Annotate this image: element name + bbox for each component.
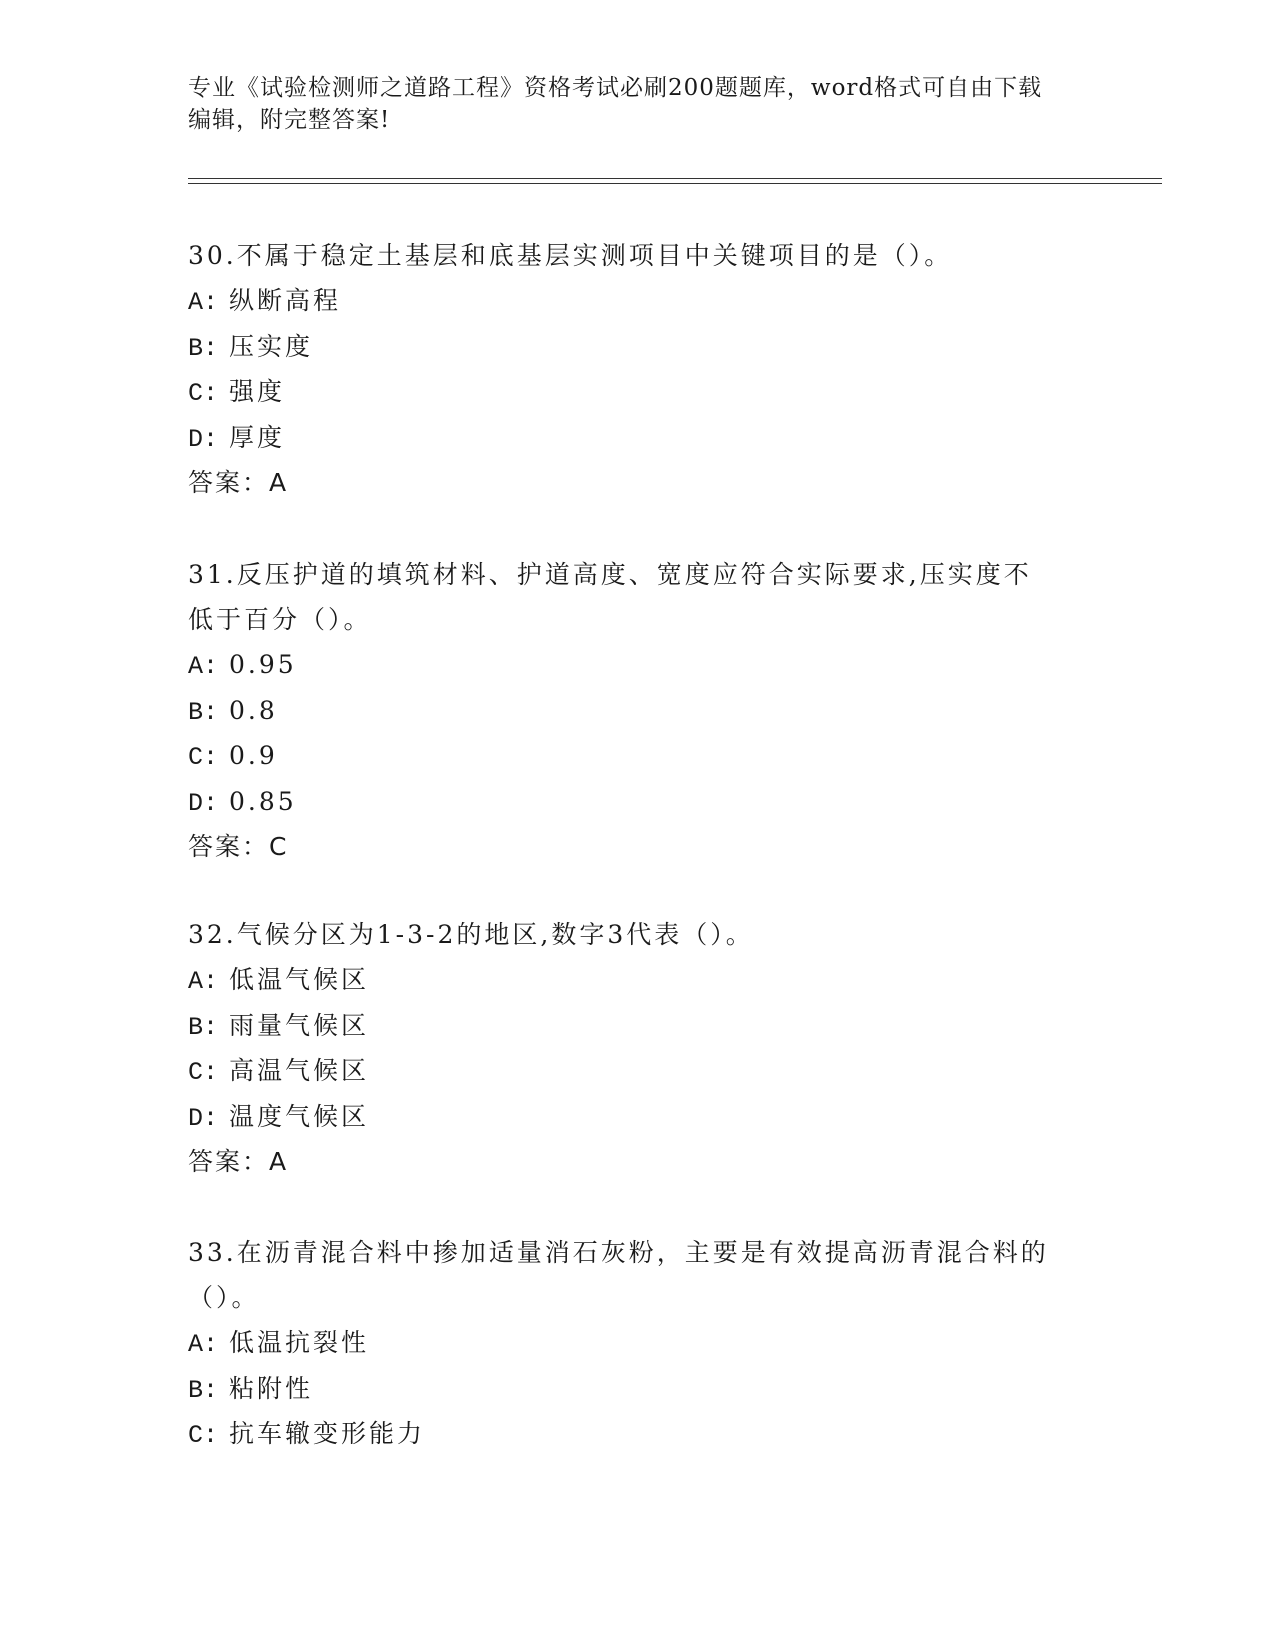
option-b: B: 0.8 — [188, 695, 278, 727]
option-a: A: 纵断高程 — [188, 286, 341, 317]
answer-line: 答案：A — [188, 1147, 289, 1176]
option-c: C: 抗车辙变形能力 — [188, 1419, 425, 1450]
header-divider-top — [188, 178, 1162, 179]
question-stem-line-1: 31.反压护道的填筑材料、护道高度、宽度应符合实际要求,压实度不 — [188, 560, 1032, 589]
question-stem: 30.不属于稳定土基层和底基层实测项目中关键项目的是（）。 — [188, 241, 953, 270]
option-d: D: 厚度 — [188, 422, 285, 454]
question-stem: 32.气候分区为1-3-2的地区,数字3代表（）。 — [188, 920, 754, 949]
question-31 — [188, 552, 1088, 870]
option-b: B: 粘附性 — [188, 1373, 313, 1405]
option-b: B: 雨量气候区 — [188, 1010, 369, 1042]
option-b: B: 压实度 — [188, 331, 313, 363]
option-a: A: 低温抗裂性 — [188, 1328, 369, 1359]
option-c: C: 0.9 — [188, 741, 278, 772]
option-a: A: 低温气候区 — [188, 965, 369, 996]
question-33 — [188, 1230, 1088, 1457]
option-d: D: 温度气候区 — [188, 1101, 369, 1133]
document-header — [188, 72, 1088, 136]
option-c: C: 高温气候区 — [188, 1056, 369, 1087]
question-30 — [188, 233, 1088, 506]
answer-line: 答案：A — [188, 468, 289, 497]
answer-line: 答案：C — [188, 832, 289, 861]
question-32 — [188, 912, 1088, 1185]
option-c: C: 强度 — [188, 377, 285, 408]
header-line-1: 专业《试验检测师之道路工程》资格考试必刷200题题库，word格式可自由下载 — [188, 75, 1043, 101]
question-stem-line-2: （）。 — [188, 1283, 260, 1312]
option-d: D: 0.85 — [188, 786, 297, 818]
header-line-2: 编辑，附完整答案! — [188, 107, 391, 133]
option-a: A: 0.95 — [188, 650, 297, 681]
question-stem-line-1: 33.在沥青混合料中掺加适量消石灰粉，主要是有效提高沥青混合料的 — [188, 1238, 1049, 1267]
question-stem-line-2: 低于百分（）。 — [188, 605, 372, 634]
header-divider-bottom — [188, 183, 1162, 184]
